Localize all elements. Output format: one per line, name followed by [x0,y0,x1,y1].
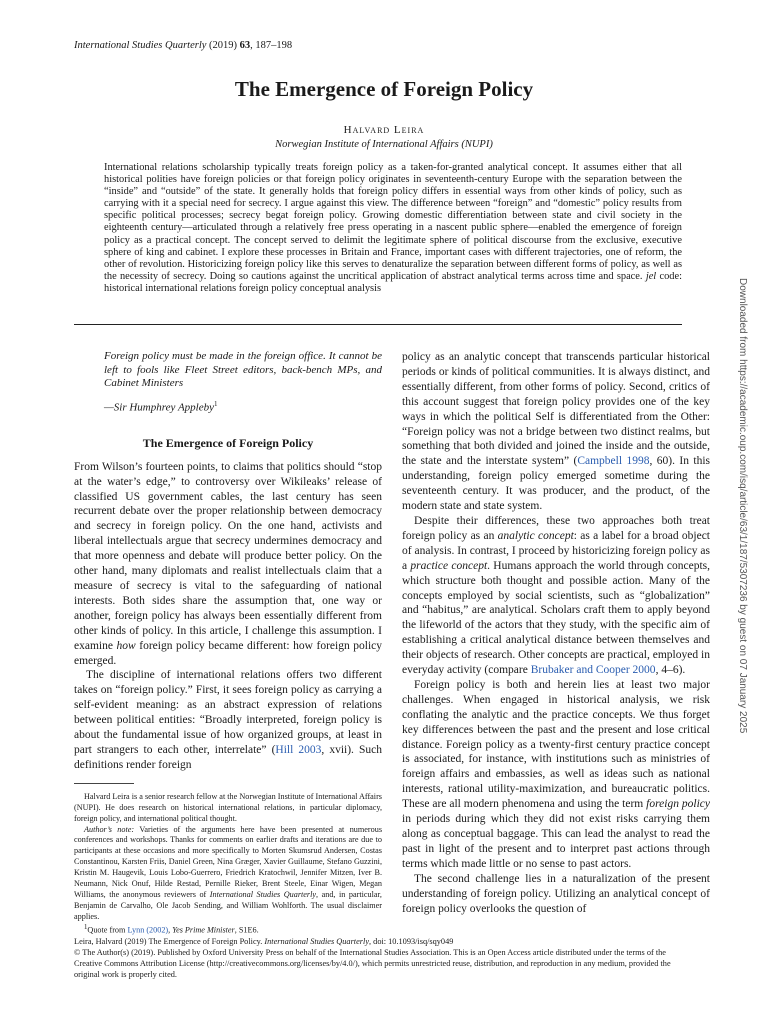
paragraph: From Wilson’s fourteen points, to claims that politics should “stop at the water’s edge,” to controversy over Wikileaks’ release of classified US government cables, the last century has seen recurrent debate over the proper relationship between democracy and secrecy in foreign policy. On the one hand, activists and liberal intellectuals argue that secrecy undermines democracy and that more openness and debate will produce better policy. On the other hand, many diplomats and realist intellectuals claim that a measure of secrecy is vital to the safeguarding of national interests. Both sides share the assumption that, one way or another, foreign policy has always been essentially different from other kinds of policy. In this article, I challenge this assumption. I examine how foreign policy became different: how foreign policy emerged. [74,460,382,667]
license-text: © The Author(s) (2019). Published by Oxford University Press on behalf of the International Studies Association. This is an Open Access article distributed under the terms of the Creative Commons Attribution License (http://creativecommons.org/licenses/by/4.0/), which permits unrestricted reuse, distribution, and reproduction in any medium, provided the original work is properly cited. [74,947,671,979]
footnote-ref[interactable]: 1 [213,400,218,409]
journal-volume: 63 [239,40,251,51]
abstract-text: International relations scholarship typically treats foreign policy as a taken-for-granted analytical concept. It assumes either that all historical polities have foreign policies or that foreign policy originates in seventeenth-century Europe with the separation between the “inside” and “outside” of the state. It generally holds that foreign policy differs in essential ways from other kinds of policy, such as carrying with it a special need for secrecy. I argue against this view. The difference between “foreign” and “domestic” policy results from specific political processes; secrecy begat foreign policy. Growing domestic differentiation between state and civil society in the eighteenth century—articulated through a relatively free press operating in a nascent public sphere—enabled the emergence of foreign policy as a practical concept. The concept served to delimit the legitimate sphere of political discourse from the exclusive, executive sphere of king and cabinet. I explore these processes in Britain and France, important cases with different trajectories, one of reform, the other of revolution. Historicizing foreign policy like this serves to denaturalize the separation between different forms of policy, as well as the necessity of secrecy. Doing so cautions against the uncritical application of abstract analytical terms across time and space. [104,162,682,282]
authors-note: Author’s note: Varieties of the arguments here have been presented at numerous conferences and workshops. Thanks for comments on earlier drafts and iterations are due to participants at these occasions and more specifically to Morten Skumsrud Andersen, Costas Constantinou, Karsten Friis, Daniel Green, Nina Græger, Xavier Guillaume, Stefano Guzzini, Kristin M. Haugevik, Louis Lobo-Guerrero, Friedrich Kratochwil, Jennifer Mitzen, Iver B. Neumann, Nick Onuf, Hilde Restad, Pernille Rieker, Brent Steele, Einar Wigen, Megan Williams, the anonymous reviewers of International Studies Quarterly, and, in particular, Benjamin de Carvalho, Ole Jacob Sending, and William Wohlforth. The usual disclaimer applies. [74,824,383,921]
citation-link[interactable]: Campbell 1998 [577,455,650,468]
epigraph-author: —Sir Humphrey Appleby [104,401,214,414]
author-name: Halvard Leira [343,124,425,136]
jel-codes: code: historical international relations foreign policy conceptual analysis [104,270,682,294]
paragraph: The discipline of international relations offers two different takes on “foreign policy.” First, it sees foreign policy as carrying a self-evident meaning: as an abstract expression of relations between political entities: “Broadly interpreted, foreign policy is about the fundamental issue of how organized groups, at least in part strangers to each other, interrelate” (Hill 2003, xvii). Such definitions render foreign [74,669,383,771]
epigraph-quote: Foreign policy must be made in the foreign office. It cannot be left to fools like Fleet Street editors, back-bench MPs, and Cabinet Ministers [104,350,382,390]
footnote-1: $^1$Quote from Lynn (2002), Yes Prime Minister, S1E6. [84,923,259,935]
abstract [104,162,682,295]
section-heading: The Emergence of Foreign Policy [142,435,314,450]
emphasis: how [116,639,136,652]
article-title: The Emergence of Foreign Policy [234,77,534,101]
paragraph: The second challenge lies in a naturalization of the present understanding of foreign policy. Utilizing an analytical concept of foreign policy overlooks the question of [402,872,710,915]
citation-link[interactable]: Hill 2003 [275,743,322,756]
paragraph: Foreign policy is both and herein lies at least two major challenges. When engaged in historical analysis, we risk conflating the analytic and the practice concepts. We thus forget key differences between the past and the present and lose critical distance. Foreign policy as a twenty-first century practice concept is associated, for instance, with institutions such as ministries of foreign affairs and embassies, as well as ideas such as national interests, rational utility-maximization, and bureaucratic politics. These are all modern phenomena and using the term foreign policy in periods during which they did not exist risks carrying them along as conceptual baggage. This can lead the analyst to read the past in light of the present and to interpret past actions through terms which made little or no sense to past actors. [402,678,710,870]
paragraph: Despite their differences, these two approaches both treat foreign policy as an analytic concept: as a label for a broad object of analysis. In contrast, I proceed by historicizing foreign policy as a practice concept. Humans approach the world through concepts, which structure both thought and possible action. Many of the concepts employed by social scientists, such as “globalization” and “habitus,” are analytical. Scholars craft them to apply beyond the lifeworld of the actors that they study, with the specific aim of establishing a critical analytical distance between themselves and their objects of research. Other concepts are practical, employed in everyday activity (compare Brubaker and Cooper 2000, 4–6). [402,514,711,677]
page-footer [74,937,682,981]
download-watermark: Downloaded from https://academic.oup.com/isq/article/63/1/187/5307236 by guest on 07 January 2025 [737,278,748,734]
footnotes [74,792,382,937]
journal-year: (2019) [209,40,238,51]
footnote-divider [74,783,134,784]
citation-link[interactable]: Brubaker and Cooper 2000 [530,664,656,677]
right-column [402,350,710,916]
journal-pages: , 187–198 [250,40,293,51]
jel-label: jel [645,270,657,282]
epigraph-attribution [74,400,382,414]
citation-line: Leira, Halvard (2019) The Emergence of Foreign Policy. International Studies Quarterly, doi: 10.1093/isq/sqy049 [74,937,454,946]
journal-name: International Studies Quarterly [74,40,207,51]
journal-header [74,40,292,51]
author-affiliation: Norwegian Institute of International Affairs (NUPI) [275,139,493,150]
author-bio: Halvard Leira is a senior research fellow at the Norwegian Institute of International Affairs (NUPI). He does research on historical international relations, in particular diplomacy, foreign policy, and international political thought. [74,791,382,823]
paragraph: policy as an analytic concept that transcends particular historical periods or kinds of political communities. It is always distinct, and essentially different, from other forms of policy. Second, critics of this account suggest that foreign policy provides one of the key ways in which the political Self is differentiated from the Other: “Foreign policy was not a bridge between two distinct realms, but something that both divided and joined the inside and the outside, the state and the interstate system” (Campbell 1998, 60). In this understanding, foreign policy emerged sometime during the seventeenth century. It was producer, and the product, of the modern state and state system. [402,351,710,513]
divider [74,324,682,325]
citation-link[interactable]: Lynn (2002) [127,925,169,935]
left-column [74,350,382,936]
